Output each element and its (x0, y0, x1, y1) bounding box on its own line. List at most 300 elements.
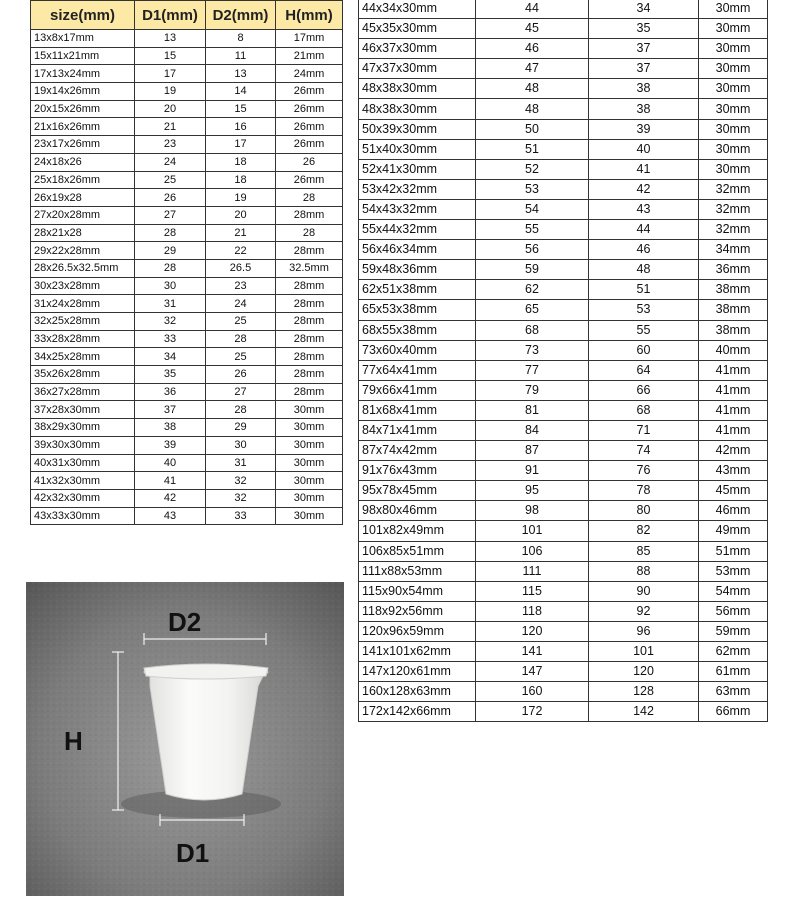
cell-d1: 17 (135, 65, 206, 83)
cell-size: 101x82x49mm (359, 521, 476, 541)
cell-d2: 68 (589, 400, 699, 420)
cell-size: 13x8x17mm (31, 30, 135, 48)
cell-h: 30mm (699, 39, 768, 59)
cell-d2: 26.5 (206, 259, 276, 277)
table-row (359, 39, 768, 59)
table-row (359, 280, 768, 300)
cell-size: 160x128x63mm (359, 682, 476, 702)
cell-d1: 81 (476, 400, 589, 420)
table-row (31, 436, 343, 454)
cell-size: 65x53x38mm (359, 300, 476, 320)
table-row (31, 47, 343, 65)
cell-size: 27x20x28mm (31, 206, 135, 224)
cell-d1: 21 (135, 118, 206, 136)
cell-d2: 64 (589, 360, 699, 380)
table-row (31, 171, 343, 189)
cell-h: 30mm (699, 59, 768, 79)
table-row (359, 79, 768, 99)
cell-size: 95x78x45mm (359, 481, 476, 501)
cell-d1: 59 (476, 260, 589, 280)
cell-h: 28mm (276, 383, 343, 401)
cell-size: 46x37x30mm (359, 39, 476, 59)
cell-h: 49mm (699, 521, 768, 541)
cell-d1: 42 (135, 489, 206, 507)
table-row (359, 441, 768, 461)
cell-h: 63mm (699, 682, 768, 702)
cell-d1: 51 (476, 139, 589, 159)
cell-h: 43mm (699, 461, 768, 481)
cell-size: 24x18x26 (31, 153, 135, 171)
cell-d2: 8 (206, 30, 276, 48)
cell-d1: 33 (135, 330, 206, 348)
cell-size: 23x17x26mm (31, 136, 135, 154)
cell-d1: 38 (135, 419, 206, 437)
cell-size: 28x21x28 (31, 224, 135, 242)
cell-d1: 26 (135, 189, 206, 207)
cell-size: 44x34x30mm (359, 0, 476, 19)
table-row (359, 642, 768, 662)
cell-d2: 38 (589, 79, 699, 99)
table-row (31, 454, 343, 472)
cell-d1: 48 (476, 79, 589, 99)
cell-size: 50x39x30mm (359, 119, 476, 139)
cell-size: 98x80x46mm (359, 501, 476, 521)
cell-d1: 77 (476, 360, 589, 380)
cell-d2: 92 (589, 601, 699, 621)
cell-d2: 23 (206, 277, 276, 295)
cell-d1: 28 (135, 224, 206, 242)
cell-d1: 48 (476, 99, 589, 119)
table-row (359, 139, 768, 159)
cell-size: 55x44x32mm (359, 220, 476, 240)
table-row (31, 206, 343, 224)
table-row (359, 621, 768, 641)
cell-size: 77x64x41mm (359, 360, 476, 380)
cell-d2: 39 (589, 119, 699, 139)
table-row (359, 220, 768, 240)
cell-d2: 120 (589, 662, 699, 682)
cell-d2: 28 (206, 330, 276, 348)
cell-size: 19x14x26mm (31, 83, 135, 101)
cell-d2: 78 (589, 481, 699, 501)
cell-size: 56x46x34mm (359, 240, 476, 260)
cell-d1: 52 (476, 159, 589, 179)
cell-d2: 35 (589, 19, 699, 39)
cell-d1: 111 (476, 561, 589, 581)
cell-d2: 66 (589, 380, 699, 400)
cell-h: 30mm (699, 19, 768, 39)
cell-size: 51x40x30mm (359, 139, 476, 159)
cell-d2: 44 (589, 220, 699, 240)
cell-h: 56mm (699, 601, 768, 621)
table-row (359, 400, 768, 420)
cell-d2: 43 (589, 199, 699, 219)
table-row (359, 702, 768, 722)
table-row (31, 313, 343, 331)
cell-d2: 15 (206, 100, 276, 118)
cell-size: 39x30x30mm (31, 436, 135, 454)
table-row (31, 30, 343, 48)
cell-d2: 55 (589, 320, 699, 340)
cell-d2: 29 (206, 419, 276, 437)
cell-size: 20x15x26mm (31, 100, 135, 118)
cell-h: 30mm (276, 489, 343, 507)
cell-size: 53x42x32mm (359, 179, 476, 199)
table-row (359, 420, 768, 440)
cell-d2: 25 (206, 313, 276, 331)
cell-size: 41x32x30mm (31, 472, 135, 490)
cell-h: 51mm (699, 541, 768, 561)
cell-d2: 53 (589, 300, 699, 320)
cell-size: 45x35x30mm (359, 19, 476, 39)
cell-size: 30x23x28mm (31, 277, 135, 295)
table-row (359, 682, 768, 702)
cell-size: 26x19x28 (31, 189, 135, 207)
cell-size: 38x29x30mm (31, 419, 135, 437)
table-row (359, 119, 768, 139)
cell-d2: 85 (589, 541, 699, 561)
cell-h: 62mm (699, 642, 768, 662)
cell-size: 147x120x61mm (359, 662, 476, 682)
table-row (31, 383, 343, 401)
cell-d2: 41 (589, 159, 699, 179)
cell-size: 68x55x38mm (359, 320, 476, 340)
cell-d2: 101 (589, 642, 699, 662)
cell-d2: 88 (589, 561, 699, 581)
table-row (359, 662, 768, 682)
label-d1: D1 (176, 838, 210, 868)
cell-h: 45mm (699, 481, 768, 501)
cell-d1: 19 (135, 83, 206, 101)
stopper-diagram (26, 582, 344, 896)
cell-h: 30mm (699, 159, 768, 179)
cell-h: 28mm (276, 206, 343, 224)
header-d1: D1(mm) (135, 1, 206, 30)
cell-d2: 33 (206, 507, 276, 525)
cell-d1: 91 (476, 461, 589, 481)
cell-d2: 18 (206, 171, 276, 189)
cell-d2: 32 (206, 489, 276, 507)
cell-d1: 106 (476, 541, 589, 561)
cell-d2: 14 (206, 83, 276, 101)
cell-d1: 160 (476, 682, 589, 702)
table-row (359, 581, 768, 601)
cell-d1: 29 (135, 242, 206, 260)
cell-h: 28mm (276, 295, 343, 313)
cell-d1: 41 (135, 472, 206, 490)
cell-size: 48x38x30mm (359, 79, 476, 99)
table-row (31, 277, 343, 295)
table-row (31, 348, 343, 366)
cell-size: 48x38x30mm (359, 99, 476, 119)
cell-h: 26mm (276, 100, 343, 118)
cell-size: 59x48x36mm (359, 260, 476, 280)
cell-size: 79x66x41mm (359, 380, 476, 400)
cell-h: 38mm (699, 300, 768, 320)
table-row (31, 100, 343, 118)
cell-h: 30mm (276, 419, 343, 437)
cell-d1: 25 (135, 171, 206, 189)
cell-d2: 80 (589, 501, 699, 521)
table-row (359, 481, 768, 501)
table-row (31, 330, 343, 348)
size-table-right (358, 0, 768, 722)
cell-d2: 142 (589, 702, 699, 722)
cell-size: 141x101x62mm (359, 642, 476, 662)
cell-d2: 22 (206, 242, 276, 260)
cell-h: 46mm (699, 501, 768, 521)
label-d2: D2 (168, 607, 202, 637)
cell-d2: 32 (206, 472, 276, 490)
cell-size: 106x85x51mm (359, 541, 476, 561)
cell-h: 53mm (699, 561, 768, 581)
table-row (31, 153, 343, 171)
cell-d2: 30 (206, 436, 276, 454)
cell-h: 61mm (699, 662, 768, 682)
cell-d2: 19 (206, 189, 276, 207)
cell-d2: 25 (206, 348, 276, 366)
cell-d1: 62 (476, 280, 589, 300)
cell-d2: 40 (589, 139, 699, 159)
cell-size: 32x25x28mm (31, 313, 135, 331)
cell-d1: 50 (476, 119, 589, 139)
cell-h: 30mm (276, 507, 343, 525)
cell-h: 28mm (276, 313, 343, 331)
cell-size: 120x96x59mm (359, 621, 476, 641)
cell-d1: 101 (476, 521, 589, 541)
cell-h: 28mm (276, 277, 343, 295)
cell-h: 34mm (699, 240, 768, 260)
cell-d2: 11 (206, 47, 276, 65)
cell-size: 17x13x24mm (31, 65, 135, 83)
cell-d1: 56 (476, 240, 589, 260)
cell-size: 34x25x28mm (31, 348, 135, 366)
cell-d1: 120 (476, 621, 589, 641)
cell-size: 28x26.5x32.5mm (31, 259, 135, 277)
cell-d2: 38 (589, 99, 699, 119)
cell-d1: 15 (135, 47, 206, 65)
cell-d1: 43 (135, 507, 206, 525)
stopper-photo (26, 582, 344, 896)
cell-size: 40x31x30mm (31, 454, 135, 472)
cell-h: 28 (276, 189, 343, 207)
cell-h: 40mm (699, 340, 768, 360)
cell-d1: 55 (476, 220, 589, 240)
cell-size: 81x68x41mm (359, 400, 476, 420)
cell-d1: 115 (476, 581, 589, 601)
cell-size: 73x60x40mm (359, 340, 476, 360)
table-row (359, 541, 768, 561)
cell-d1: 65 (476, 300, 589, 320)
table-row (31, 83, 343, 101)
cell-h: 30mm (699, 79, 768, 99)
cell-d2: 42 (589, 179, 699, 199)
cell-size: 54x43x32mm (359, 199, 476, 219)
cell-d2: 76 (589, 461, 699, 481)
cell-d2: 20 (206, 206, 276, 224)
cell-h: 30mm (699, 119, 768, 139)
cell-h: 42mm (699, 441, 768, 461)
table-row (31, 419, 343, 437)
table-row (359, 501, 768, 521)
table-row (31, 189, 343, 207)
cell-h: 17mm (276, 30, 343, 48)
cell-size: 21x16x26mm (31, 118, 135, 136)
cell-d2: 27 (206, 383, 276, 401)
table-row (31, 366, 343, 384)
cell-d2: 74 (589, 441, 699, 461)
cell-size: 172x142x66mm (359, 702, 476, 722)
cell-d2: 46 (589, 240, 699, 260)
cell-size: 111x88x53mm (359, 561, 476, 581)
cell-h: 30mm (276, 454, 343, 472)
cell-d2: 17 (206, 136, 276, 154)
cell-d2: 37 (589, 59, 699, 79)
cell-d2: 71 (589, 420, 699, 440)
cell-size: 91x76x43mm (359, 461, 476, 481)
cell-h: 26mm (276, 83, 343, 101)
cell-d1: 36 (135, 383, 206, 401)
cell-d2: 34 (589, 0, 699, 19)
cell-h: 38mm (699, 320, 768, 340)
cell-d2: 37 (589, 39, 699, 59)
cell-h: 59mm (699, 621, 768, 641)
table-row (359, 0, 768, 19)
table-row (359, 179, 768, 199)
table-row (31, 136, 343, 154)
table-row (359, 240, 768, 260)
table-row (359, 320, 768, 340)
cell-h: 32.5mm (276, 259, 343, 277)
cell-d1: 31 (135, 295, 206, 313)
cell-h: 24mm (276, 65, 343, 83)
table-row (359, 300, 768, 320)
cell-d2: 21 (206, 224, 276, 242)
cell-h: 30mm (276, 401, 343, 419)
cell-size: 118x92x56mm (359, 601, 476, 621)
cell-size: 115x90x54mm (359, 581, 476, 601)
table-row (359, 199, 768, 219)
table-row (31, 118, 343, 136)
cell-d2: 28 (206, 401, 276, 419)
cell-d1: 47 (476, 59, 589, 79)
cell-h: 41mm (699, 360, 768, 380)
header-size: size(mm) (31, 1, 135, 30)
cell-size: 42x32x30mm (31, 489, 135, 507)
size-table-left (30, 0, 343, 525)
cell-h: 26mm (276, 136, 343, 154)
cell-d2: 96 (589, 621, 699, 641)
table-row (31, 224, 343, 242)
cell-h: 28 (276, 224, 343, 242)
cell-d1: 73 (476, 340, 589, 360)
cell-size: 43x33x30mm (31, 507, 135, 525)
cell-h: 30mm (699, 139, 768, 159)
cell-d1: 28 (135, 259, 206, 277)
table-row (359, 380, 768, 400)
cell-h: 28mm (276, 366, 343, 384)
cell-d2: 90 (589, 581, 699, 601)
table-row (359, 99, 768, 119)
cell-d2: 82 (589, 521, 699, 541)
label-h: H (64, 726, 83, 756)
cell-d1: 172 (476, 702, 589, 722)
table-row (359, 601, 768, 621)
cell-h: 38mm (699, 280, 768, 300)
cell-h: 26 (276, 153, 343, 171)
table-row (359, 561, 768, 581)
cell-d1: 24 (135, 153, 206, 171)
cell-d1: 141 (476, 642, 589, 662)
cell-h: 54mm (699, 581, 768, 601)
cell-h: 30mm (699, 99, 768, 119)
cell-size: 37x28x30mm (31, 401, 135, 419)
cell-h: 32mm (699, 179, 768, 199)
cell-h: 21mm (276, 47, 343, 65)
table-row (359, 19, 768, 39)
cell-d2: 26 (206, 366, 276, 384)
cell-h: 26mm (276, 171, 343, 189)
cell-d2: 51 (589, 280, 699, 300)
table-row (359, 260, 768, 280)
cell-h: 30mm (276, 436, 343, 454)
cell-size: 31x24x28mm (31, 295, 135, 313)
cell-d1: 30 (135, 277, 206, 295)
cell-h: 36mm (699, 260, 768, 280)
cell-size: 15x11x21mm (31, 47, 135, 65)
cell-d1: 46 (476, 39, 589, 59)
cell-d1: 118 (476, 601, 589, 621)
cell-d2: 24 (206, 295, 276, 313)
cell-size: 62x51x38mm (359, 280, 476, 300)
cell-d1: 45 (476, 19, 589, 39)
table-row (359, 340, 768, 360)
cell-d2: 48 (589, 260, 699, 280)
table-row (31, 295, 343, 313)
cell-d1: 37 (135, 401, 206, 419)
table-row (31, 401, 343, 419)
cell-d1: 79 (476, 380, 589, 400)
cell-d1: 95 (476, 481, 589, 501)
cell-d1: 20 (135, 100, 206, 118)
table-row (31, 65, 343, 83)
cell-d1: 23 (135, 136, 206, 154)
table-row (359, 159, 768, 179)
cell-size: 36x27x28mm (31, 383, 135, 401)
cell-h: 26mm (276, 118, 343, 136)
cell-h: 28mm (276, 348, 343, 366)
cell-h: 41mm (699, 420, 768, 440)
cell-size: 25x18x26mm (31, 171, 135, 189)
cell-d2: 31 (206, 454, 276, 472)
cell-d1: 34 (135, 348, 206, 366)
table-row (359, 521, 768, 541)
cell-d1: 84 (476, 420, 589, 440)
cell-d2: 13 (206, 65, 276, 83)
cell-d1: 54 (476, 199, 589, 219)
cell-size: 47x37x30mm (359, 59, 476, 79)
cell-d1: 53 (476, 179, 589, 199)
table-row (359, 360, 768, 380)
cell-d1: 39 (135, 436, 206, 454)
table-row (31, 472, 343, 490)
table-row (359, 461, 768, 481)
cell-d1: 98 (476, 501, 589, 521)
cell-d1: 13 (135, 30, 206, 48)
cell-h: 28mm (276, 242, 343, 260)
cell-d2: 128 (589, 682, 699, 702)
table-row (31, 242, 343, 260)
